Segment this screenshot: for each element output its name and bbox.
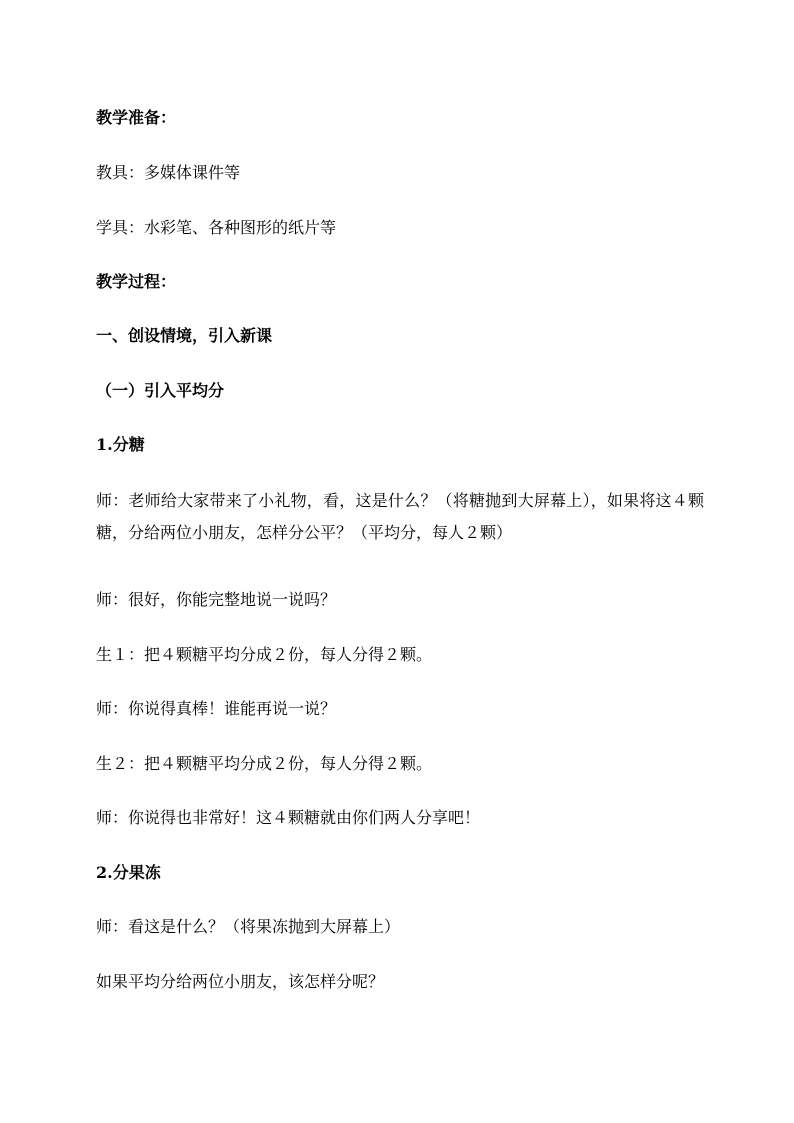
student2-paragraph: 生２：把４颗糖平均分成２份，每人分得２颗。 [96, 754, 433, 773]
teacher-paragraph-3: 师：你说得真棒！谁能再说一说？ [96, 699, 337, 718]
process-heading: 教学过程： [96, 272, 177, 291]
teacher-tools-text: 教具：多媒体课件等 [96, 163, 241, 182]
student-tools-text: 学具：水彩笔、各种图形的纸片等 [96, 218, 337, 237]
teacher-paragraph-1: 师：老师给大家带来了小礼物，看，这是什么？（将糖抛到大屏幕上），如果将这４颗糖，分给两位小朋友，怎样分公平？（平均分，每人２颗） [96, 491, 704, 542]
prep-heading: 教学准备： [96, 108, 177, 127]
teacher-paragraph-5: 师：看这是什么？（将果冻抛到大屏幕上） [96, 917, 401, 936]
section1-heading: 一、创设情境，引入新课 [96, 326, 273, 345]
student1-paragraph: 生１：把４颗糖平均分成２份，每人分得２颗。 [96, 645, 433, 664]
question-paragraph: 如果平均分给两位小朋友，该怎样分呢？ [96, 972, 385, 991]
teacher-paragraph-4: 师：你说得也非常好！这４颗糖就由你们两人分享吧！ [96, 808, 481, 827]
subsection1-heading: （一）引入平均分 [96, 381, 225, 400]
item2-heading: 2.分果冻 [96, 863, 161, 882]
item1-heading: 1.分糖 [96, 435, 145, 454]
teacher-paragraph-2: 师：很好，你能完整地说一说吗？ [96, 590, 337, 609]
